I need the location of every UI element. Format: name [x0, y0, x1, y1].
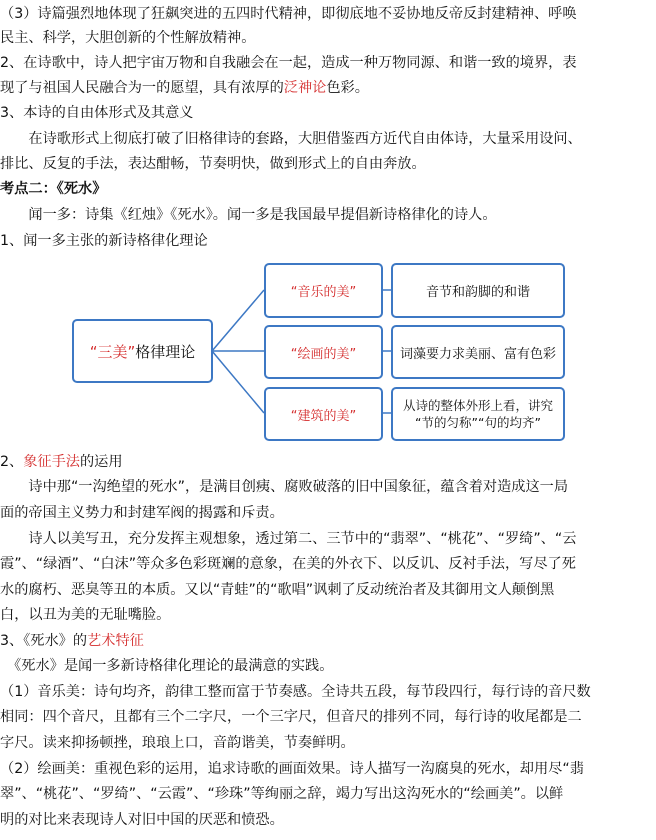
section-heading: 1、闻一多主张的新诗格律化理论	[0, 233, 208, 249]
desc-music	[391, 263, 565, 318]
branch-music	[264, 263, 383, 318]
section-heading	[0, 629, 652, 653]
text-line: （3）诗篇强烈地体现了狂飙突进的五四时代精神，即彻底地不妥协地反帝反封建精神、呼唤	[0, 6, 577, 22]
text-line: 霞”、“绿酒”、“白沫”等众多色彩斑斓的意象，在美的外衣下、以反讥、反衬手法，写尽了死	[0, 556, 576, 572]
text-line: 闻一多：诗集《红烛》《死水》。闻一多是我国最早提倡新诗格律化的诗人。	[0, 207, 497, 223]
section-heading	[0, 450, 652, 474]
text-span: 色彩。	[326, 80, 369, 96]
highlight-term: 象征手法	[23, 454, 80, 470]
text-line: （1）音乐美：诗句均齐，韵律工整而富于节奏感。全诗共五段，每节段四行，每行诗的音尺数	[0, 684, 591, 700]
branch-label: “建筑的美”	[290, 408, 357, 424]
text-line: 字尺。读来抑扬顿挫，琅琅上口，音韵谐美，节奏鲜明。	[0, 735, 355, 751]
highlight-term: 艺术特征	[87, 633, 144, 649]
text-line: 民主、科学，大胆创新的个性解放精神。	[0, 30, 256, 46]
text-line: 明的对比来表现诗人对旧中国的厌恶和愤恐。	[0, 812, 284, 828]
text-line: 《死水》是闻一多新诗格律化理论的最满意的实践。	[0, 658, 334, 674]
text-line: 翠”、“桃花”、“罗绮”、“云霞”、“珍珠”等绚丽之辞，竭力写出这沟死水的“绘画美”。以鲜	[0, 786, 564, 802]
text-span: 的运用	[79, 454, 123, 470]
branch-architecture	[264, 387, 383, 441]
branch-description-line: 从诗的整体外形上看，讲究	[402, 398, 553, 413]
topic-heading: 考点二：《死水》	[0, 181, 107, 197]
text-line: 排比、反复的手法，表达酣畅，节奏明快，做到形式上的自由奔放。	[0, 156, 426, 172]
branch-description-line: “节的匀称”“句的均齐”	[415, 415, 541, 430]
text-line: 白，以丑为美的无耻嘴脸。	[0, 607, 171, 623]
branch-painting	[264, 325, 383, 379]
text-span: 现了与祖国人民融合为一的愿望，具有浓厚的	[0, 80, 284, 96]
desc-architecture	[391, 387, 565, 441]
text-line: 诗人以美写丑，充分发挥主观想象，透过第二、三节中的“翡翠”、“桃花”、“罗绮”、“云	[0, 531, 577, 547]
text-line: （2）绘画美：重视色彩的运用，追求诗歌的画面效果。诗人描写一沟腐臭的死水，却用尽“翡	[0, 761, 584, 777]
text-line: 2、在诗歌中，诗人把宇宙万物和自我融会在一起，造成一种万物同源、和谐一致的境界，表	[0, 55, 577, 71]
text-span: 3、《死水》的	[0, 633, 88, 649]
branch-description: 词藻要力求美丽、富有色彩	[399, 346, 556, 362]
highlight-term: 泛神论	[283, 80, 327, 96]
text-span: 2、	[0, 454, 24, 470]
text-line: 诗中那“一沟绝望的死水”，是满目创痍、腐败破落的旧中国象征，蕴含着对造成这一局	[0, 479, 569, 495]
diagram-root	[72, 319, 213, 383]
branch-description: 音节和韵脚的和谐	[425, 285, 530, 300]
desc-painting	[391, 325, 565, 379]
text-line: 相同：四个音尺，且都有三个二字尺，一个三字尺，但音尺的排列不同，每行诗的收尾都是二	[0, 709, 582, 725]
root-label-red: “三美”	[89, 342, 136, 361]
branch-label: “绘画的美”	[290, 346, 357, 362]
root-label: 格律理论	[135, 342, 196, 361]
branch-label: “音乐的美”	[290, 285, 357, 300]
text-line: 水的腐朽、恶臭等丑的本质。又以“青蛙”的“歌唱”讽刺了反动统治者及其御用文人颠倒黑	[0, 582, 555, 598]
section-heading: 3、本诗的自由体形式及其意义	[0, 105, 194, 121]
text-line: 在诗歌形式上彻底打破了旧格律诗的套路，大胆借鉴西方近代自由体诗，大量采用设问、	[0, 131, 582, 147]
text-line: 面的帝国主义势力和封建军阀的揭露和斥责。	[0, 505, 284, 521]
